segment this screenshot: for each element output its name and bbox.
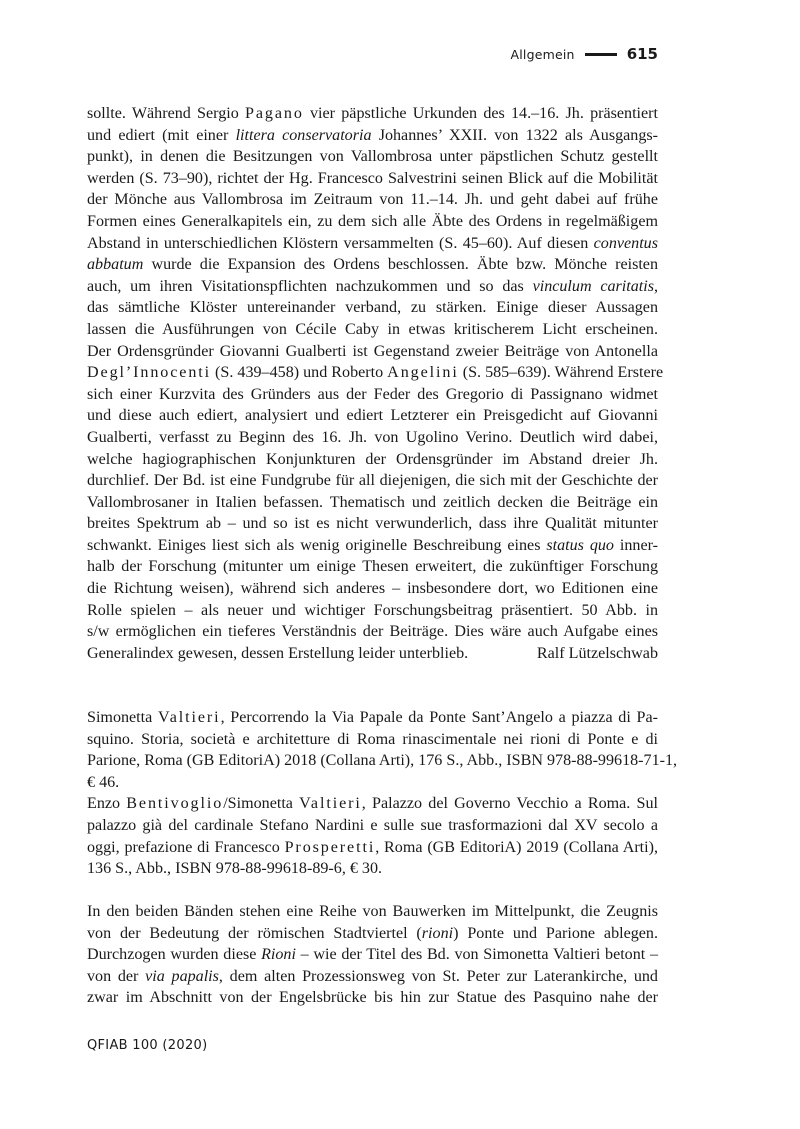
text-line: Abstand in unterschiedlichen Klöstern versammelten (S. 45–60). Auf diesen conventus xyxy=(87,234,658,252)
page-number: 615 xyxy=(626,45,658,63)
text-line: zwar im Abschnitt von der Engelsbrücke bis hin zur Statue des Pasquino nahe der xyxy=(87,989,658,1007)
text-line: palazzo già del cardinale Stefano Nardini e sulle sue trasformazioni dal XV secolo a xyxy=(87,816,658,834)
text-line: breites Spektrum ab – und so ist es nicht verwunderlich, dass ihre Qualität mitunter xyxy=(87,515,658,533)
author-name: Prosperetti xyxy=(284,838,376,856)
reviewer-signature: Ralf Lützelschwab xyxy=(536,644,658,662)
second-review-text xyxy=(87,901,658,1009)
text-line: squino. Storia, società e architetture di Roma rinascimentale nei rioni di Ponte e di xyxy=(87,730,658,748)
text-line: Simonetta Valtieri, Percorrendo la Via Papale da Ponte Sant’Angelo a piazza di Pa- xyxy=(87,709,658,726)
text-line: abbatum wurde die Expansion des Ordens beschlossen. Äbte bzw. Mönche reisten xyxy=(87,256,658,274)
italic-term: abbatum xyxy=(87,256,144,274)
italic-term: status quo xyxy=(546,536,614,554)
italic-term: rioni xyxy=(421,924,454,942)
text-line: durchlief. Der Bd. ist eine Fundgrube für all diejenigen, die sich mit der Geschichte der xyxy=(87,472,658,490)
author-name: Angelini xyxy=(387,364,459,382)
author-name: Pagano xyxy=(245,105,304,122)
italic-term: Rioni xyxy=(261,946,296,964)
text-line: auch, um ihren Visitationspflichten nachzukommen und so das vinculum caritatis, xyxy=(87,277,659,295)
text-line: Vallombrosaner in Italien befassen. Thematisch und zeitlich decken die Beiträge ein xyxy=(87,493,658,511)
text-line: Der Ordensgründer Giovanni Gualberti ist Gegenstand zweier Beiträge von Antonella xyxy=(87,342,658,360)
review-text xyxy=(87,103,664,664)
text-line: Gualberti, verfasst zu Beginn des 16. Jh. von Ugolino Verino. Deutlich wird dabei, xyxy=(87,428,658,446)
text-line: lassen die Ausführungen von Cécile Caby in etwas kritischerem Licht erscheinen. xyxy=(87,320,658,338)
italic-term: vinculum caritatis xyxy=(532,277,654,295)
closing-sentence: Generalindex gewesen, dessen Erstellung leider unterblieb. xyxy=(87,644,469,662)
text-line: von der Bedeutung der römischen Stadtviertel (rioni) Ponte und Parione ablegen. xyxy=(87,924,658,942)
text-line: werden (S. 73–90), richtet der Hg. Francesco Salvestrini seinen Blick auf die Mobilität xyxy=(87,169,658,187)
author-name: Valtieri xyxy=(157,709,221,726)
text-line: In den beiden Bänden stehen eine Reihe von Bauwerken im Mittelpunkt, die Zeugnis xyxy=(87,903,658,920)
author-name: Bentivoglio xyxy=(126,795,224,813)
text-line: der Mönche aus Vallombrosa im Zeitraum von 11.–14. Jh. und geht dabei auf frühe xyxy=(87,191,658,209)
text-line: sich einer Kurzvita des Gründers aus der Feder des Gregorio di Passignano widmet xyxy=(87,385,658,403)
italic-term: littera conservatoria xyxy=(235,126,372,144)
text-line: oggi, prefazione di Francesco Prosperetti, Roma (GB EditoriA) 2019 (Collana Arti), xyxy=(87,838,659,856)
text-line: Rolle spielen – als neuer und wichtiger Forschungsbeitrag präsentiert. 50 Abb. in xyxy=(87,601,658,619)
text-line: 136 S., Abb., ISBN 978-88-99618-89-6, € 30. xyxy=(87,860,383,878)
closing-line xyxy=(87,643,658,665)
text-line: Degl’Innocenti (S. 439–458) und Roberto Angelini (S. 585–639). Während Erstere xyxy=(87,364,664,382)
italic-term: conventus xyxy=(593,234,658,252)
text-line: von der via papalis, dem alten Prozessionsweg von St. Peter zur Laterankirche, und xyxy=(87,967,658,985)
running-header xyxy=(511,43,659,65)
text-line: schwankt. Einiges liest sich als wenig originelle Beschreibung eines status quo inner- xyxy=(87,536,658,554)
text-line: Parione, Roma (GB EditoriA) 2018 (Collana Arti), 176 S., Abb., ISBN 978-88-99618-71-1, xyxy=(87,752,678,770)
author-name: Degl’Innocenti xyxy=(87,364,212,382)
author-name: Valtieri xyxy=(299,795,362,813)
text-line: welche hagiographischen Konjunkturen der Ordensgründer im Abstand dreier Jh. xyxy=(87,450,658,468)
bibliographic-entry xyxy=(87,707,678,880)
text-line: € 46. xyxy=(87,773,120,791)
header-section-title: Allgemein xyxy=(510,46,575,62)
italic-term: via papalis xyxy=(145,967,219,985)
text-line: und diese auch ediert, analysiert und ediert Letzterer ein Preisgedicht auf Giovanni xyxy=(87,407,658,425)
journal-footer: QFIAB 100 (2020) xyxy=(87,1038,208,1053)
text-line: halb der Forschung (mitunter um einige Thesen erweitert, die zukünftiger Forschung xyxy=(87,558,658,576)
text-line: Enzo Bentivoglio/Simonetta Valtieri, Palazzo del Governo Vecchio a Roma. Sul xyxy=(87,795,658,813)
header-rule xyxy=(585,53,617,56)
text-line: Formen eines Generalkapitels ein, zu dem sich alle Äbte des Ordens in regelmäßigem xyxy=(87,212,658,230)
text-line: das sämtliche Klöster untereinander verband, zu stärken. Einige dieser Aussagen xyxy=(87,299,658,317)
text-line: und ediert (mit einer littera conservatoria Johannes’ XXII. von 1322 als Ausgangs- xyxy=(87,126,658,144)
text-line: sollte. Während Sergio Pagano vier päpstliche Urkunden des 14.–16. Jh. präsentiert xyxy=(87,105,659,122)
text-line: die Richtung weisen), während sich anderes – insbesondere dort, wo Editionen eine xyxy=(87,580,658,598)
text-line: s/w ermöglichen ein tieferes Verständnis der Beiträge. Dies wäre auch Aufgabe eines xyxy=(87,623,658,641)
text-line: punkt), in denen die Besitzungen von Vallombrosa unter päpstlichen Schutz gestellt xyxy=(87,148,658,166)
text-line: Durchzogen wurden diese Rioni – wie der Titel des Bd. von Simonetta Valtieri betont – xyxy=(87,946,658,964)
